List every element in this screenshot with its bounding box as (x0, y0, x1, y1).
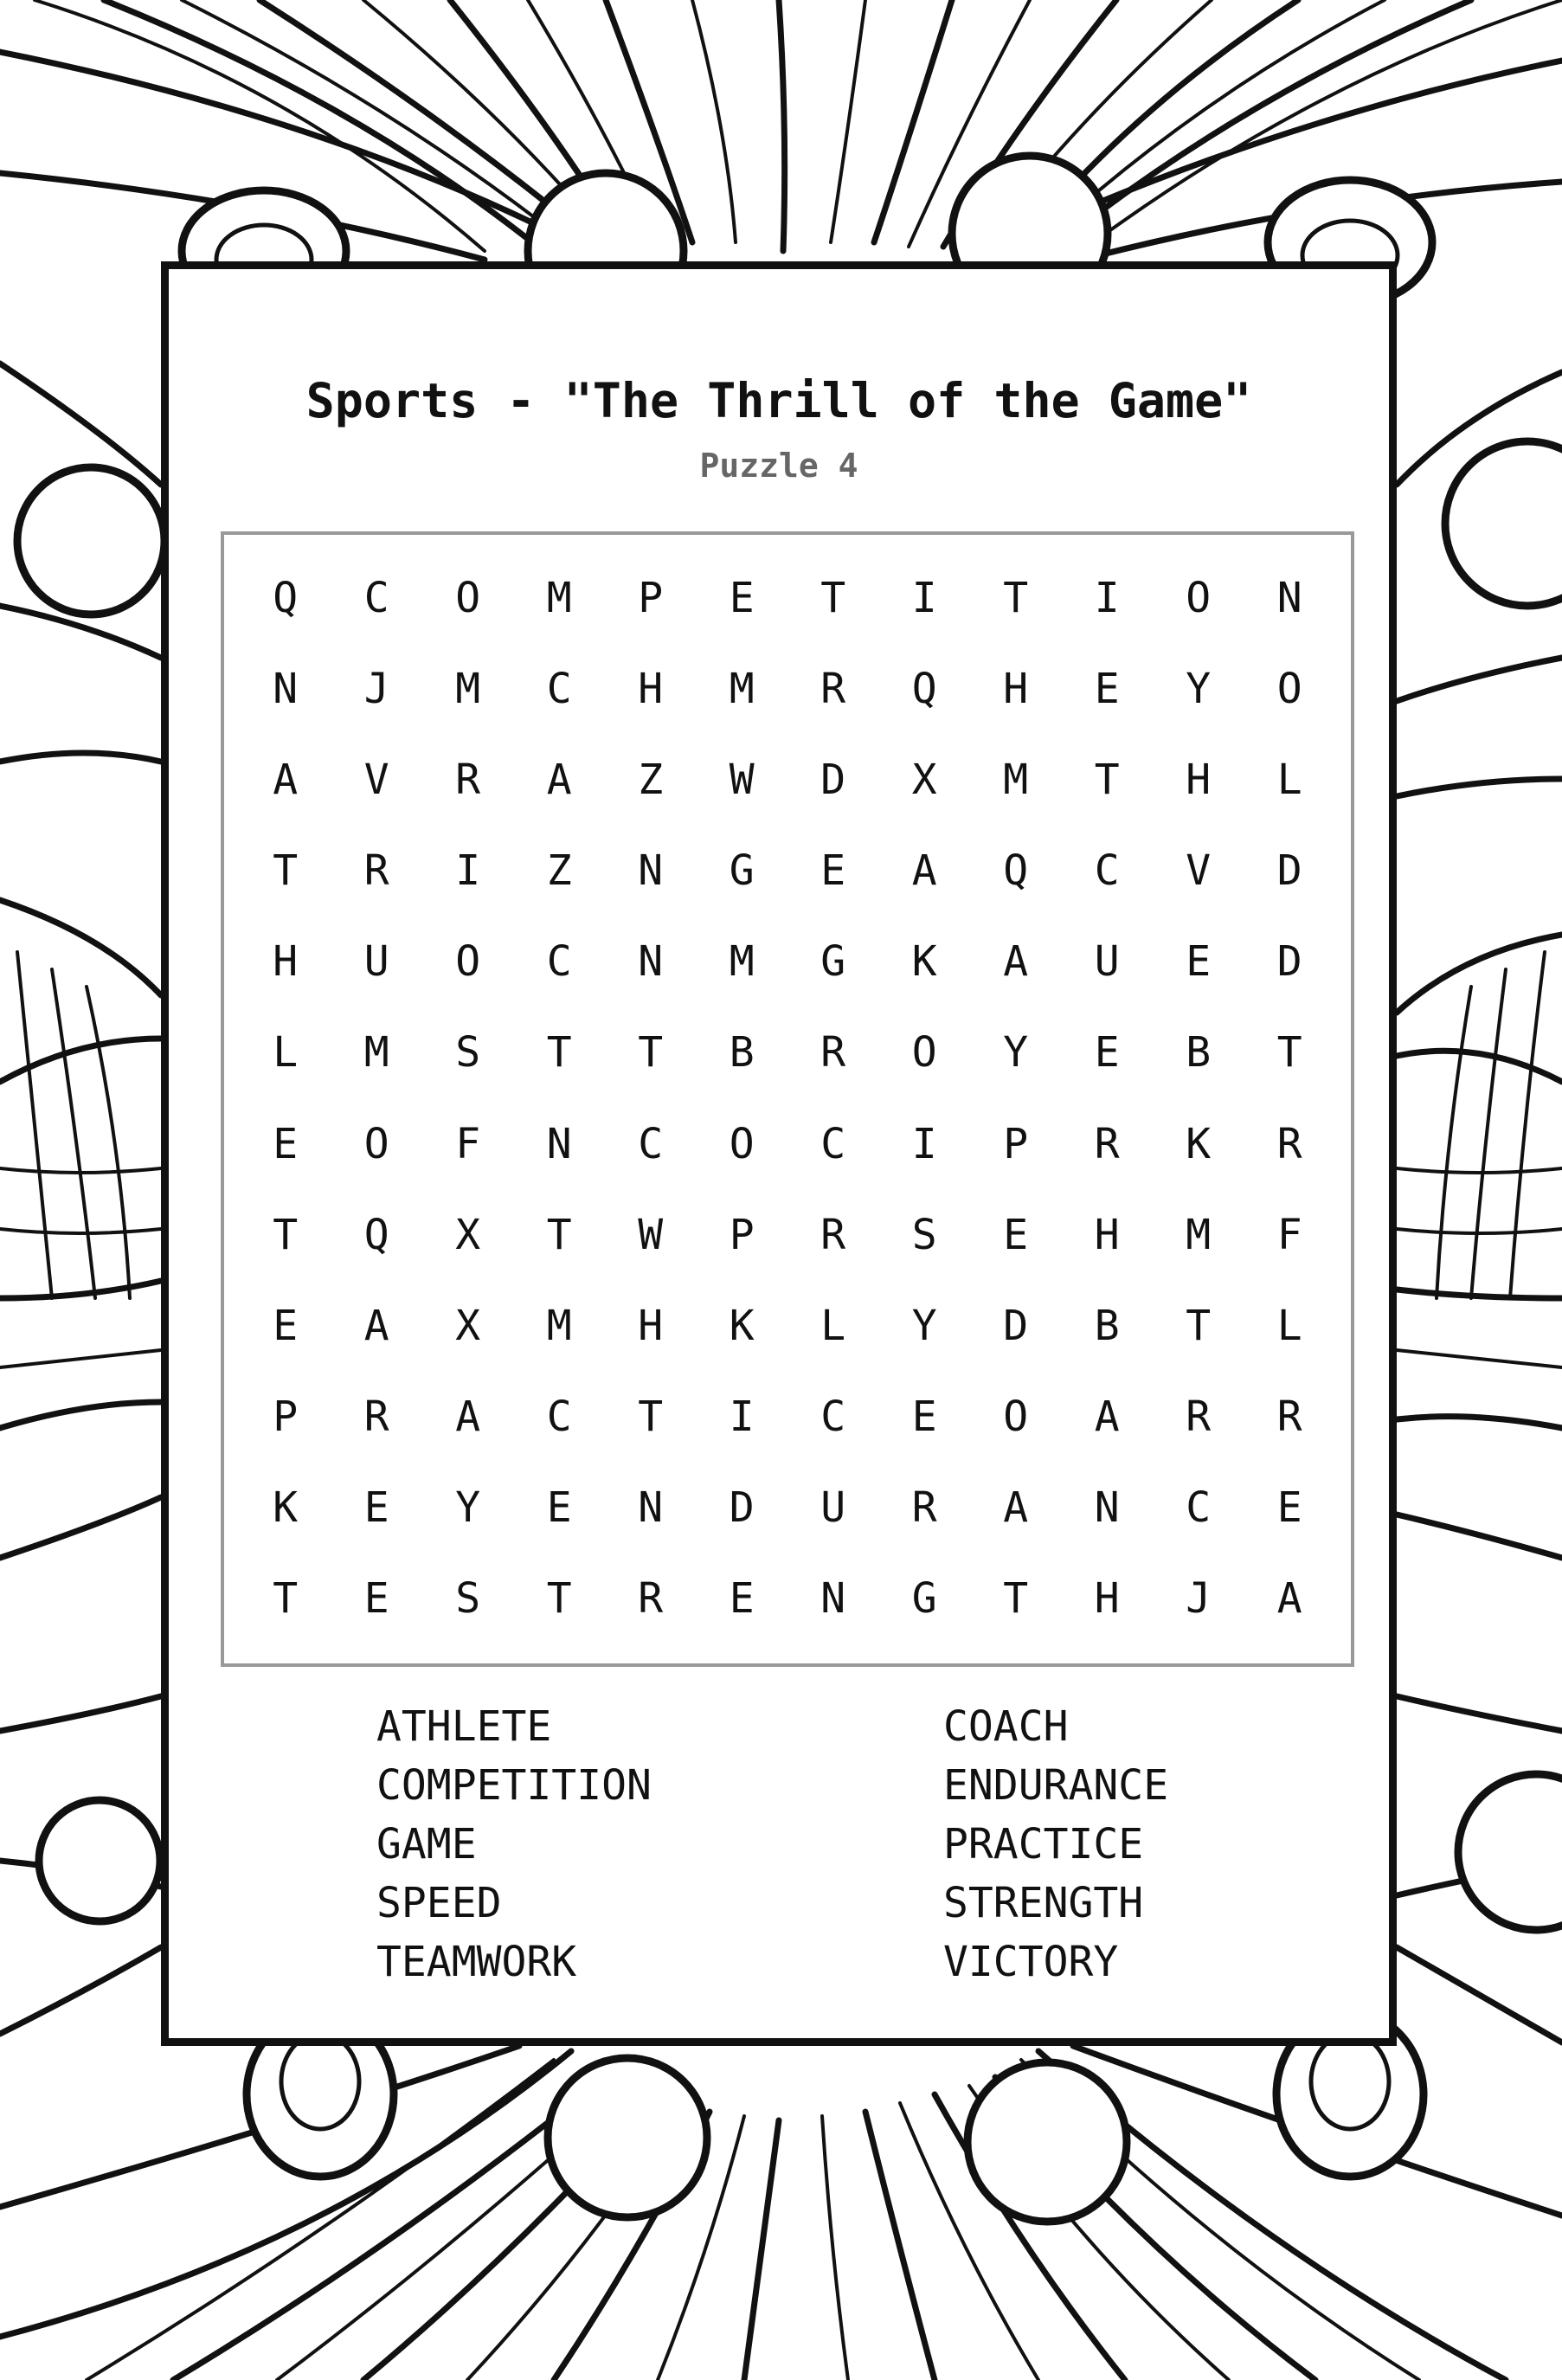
grid-cell[interactable]: Q (1003, 846, 1029, 896)
grid-cell[interactable]: E (546, 1483, 572, 1533)
grid-cell[interactable]: C (820, 1393, 846, 1442)
grid-cell[interactable]: A (455, 1393, 481, 1442)
puzzle-subtitle: Puzzle 4 (699, 447, 858, 485)
grid-cell[interactable]: D (1276, 937, 1302, 987)
grid-cell[interactable]: U (1094, 937, 1120, 987)
word-list-item: TEAMWORK (376, 1938, 577, 1986)
grid-cell[interactable]: I (911, 573, 937, 622)
grid-cell[interactable]: S (455, 1574, 481, 1624)
grid-cell[interactable]: A (1003, 1483, 1029, 1533)
grid-cell[interactable]: T (273, 846, 299, 896)
grid-cell[interactable]: Y (455, 1483, 481, 1533)
grid-cell[interactable]: H (638, 1301, 664, 1350)
puzzle-card (161, 261, 1397, 2046)
grid-cell[interactable]: S (455, 1028, 481, 1077)
grid-cell[interactable]: M (363, 1028, 389, 1077)
grid-cell[interactable]: N (638, 1483, 664, 1533)
grid-cell[interactable]: E (729, 1574, 755, 1624)
grid-cell[interactable]: O (729, 1119, 755, 1168)
grid-cell[interactable]: U (363, 937, 389, 987)
grid-cell[interactable]: V (363, 755, 389, 804)
grid-cell[interactable]: Y (1186, 664, 1212, 713)
grid-cell[interactable]: M (729, 664, 755, 713)
word-list-item: STRENGTH (943, 1879, 1144, 1927)
grid-cell[interactable]: M (546, 1301, 572, 1350)
grid-cell[interactable]: B (1186, 1028, 1212, 1077)
grid-cell[interactable]: C (1186, 1483, 1212, 1533)
grid-cell[interactable]: N (273, 664, 299, 713)
grid-cell[interactable]: R (363, 846, 389, 896)
grid-cell[interactable]: H (1186, 755, 1212, 804)
grid-cell[interactable]: C (363, 573, 389, 622)
grid-cell[interactable]: T (1186, 1301, 1212, 1350)
grid-cell[interactable]: P (273, 1393, 299, 1442)
grid-cell[interactable]: L (1276, 755, 1302, 804)
word-list-item: PRACTICE (943, 1820, 1144, 1869)
grid-cell[interactable]: N (638, 937, 664, 987)
grid-cell[interactable]: T (638, 1028, 664, 1077)
grid-cell[interactable]: R (455, 755, 481, 804)
grid-cell[interactable]: T (1003, 573, 1029, 622)
grid-cell[interactable]: C (1094, 846, 1120, 896)
grid-cell[interactable]: I (455, 846, 481, 896)
grid-cell[interactable]: P (1003, 1119, 1029, 1168)
grid-cell[interactable]: G (729, 846, 755, 896)
grid-cell[interactable]: M (455, 664, 481, 713)
grid-cell[interactable]: O (455, 937, 481, 987)
grid-cell[interactable]: H (1094, 1210, 1120, 1259)
grid-cell[interactable]: Q (911, 664, 937, 713)
grid-cell[interactable]: N (1094, 1483, 1120, 1533)
grid-cell[interactable]: A (911, 846, 937, 896)
word-list (376, 1697, 1207, 1991)
grid-cell[interactable]: C (546, 1393, 572, 1442)
grid-cell[interactable]: T (546, 1028, 572, 1077)
grid-cell[interactable]: T (546, 1574, 572, 1624)
grid-cell[interactable]: M (546, 573, 572, 622)
grid-cell[interactable]: K (273, 1483, 299, 1533)
grid-cell[interactable]: B (1094, 1301, 1120, 1350)
grid-cell[interactable]: R (1276, 1119, 1302, 1168)
grid-cell[interactable]: O (1186, 573, 1212, 622)
word-list-item: COMPETITION (376, 1761, 652, 1810)
grid-cell[interactable]: N (638, 846, 664, 896)
grid-cell[interactable]: D (729, 1483, 755, 1533)
grid-cell[interactable]: T (638, 1393, 664, 1442)
grid-cell[interactable]: E (820, 846, 846, 896)
grid-cell[interactable]: B (729, 1028, 755, 1077)
grid-cell[interactable]: E (1094, 664, 1120, 713)
grid-cell[interactable]: A (363, 1301, 389, 1350)
grid-cell[interactable]: I (729, 1393, 755, 1442)
grid-cell[interactable]: T (273, 1210, 299, 1259)
grid-cell[interactable]: A (1003, 937, 1029, 987)
grid-cell[interactable]: I (911, 1119, 937, 1168)
grid-cell[interactable]: T (273, 1574, 299, 1624)
grid-cell[interactable]: N (1276, 573, 1302, 622)
grid-cell[interactable]: A (1276, 1574, 1302, 1624)
grid-cell[interactable]: C (546, 937, 572, 987)
grid-cell[interactable]: R (363, 1393, 389, 1442)
word-list-item: ATHLETE (376, 1702, 552, 1751)
grid-cell[interactable]: O (1003, 1393, 1029, 1442)
grid-cell[interactable]: P (638, 573, 664, 622)
grid-cell[interactable]: T (546, 1210, 572, 1259)
grid-cell[interactable]: Y (911, 1301, 937, 1350)
grid-cell[interactable]: R (911, 1483, 937, 1533)
grid-cell[interactable]: T (1003, 1574, 1029, 1624)
grid-cell[interactable]: E (1276, 1483, 1302, 1533)
word-list-item: ENDURANCE (943, 1761, 1169, 1810)
grid-cell[interactable]: L (1276, 1301, 1302, 1350)
grid-cell[interactable]: T (1276, 1028, 1302, 1077)
grid-cell[interactable]: O (911, 1028, 937, 1077)
grid-cell[interactable]: U (820, 1483, 846, 1533)
grid-cell[interactable]: C (638, 1119, 664, 1168)
grid-cell[interactable]: E (729, 573, 755, 622)
grid-cell[interactable]: E (273, 1119, 299, 1168)
grid-cell[interactable]: A (273, 755, 299, 804)
grid-cell[interactable]: J (1186, 1574, 1212, 1624)
grid-cell[interactable]: W (638, 1210, 664, 1259)
grid-cell[interactable]: E (1094, 1028, 1120, 1077)
grid-cell[interactable]: O (363, 1119, 389, 1168)
grid-cell[interactable]: E (1186, 937, 1212, 987)
grid-cell[interactable]: Y (1003, 1028, 1029, 1077)
puzzle-title: Sports - "The Thrill of the Game" (305, 373, 1252, 428)
grid-cell[interactable]: R (820, 1210, 846, 1259)
grid-cell[interactable]: G (911, 1574, 937, 1624)
grid-cell[interactable]: F (455, 1119, 481, 1168)
grid-cell[interactable]: S (911, 1210, 937, 1259)
grid-cell[interactable]: T (820, 573, 846, 622)
grid-cell[interactable]: C (546, 664, 572, 713)
letter-grid (221, 531, 1354, 1667)
grid-cell[interactable]: K (1186, 1119, 1212, 1168)
grid-cell[interactable]: R (1276, 1393, 1302, 1442)
grid-cell[interactable]: O (455, 573, 481, 622)
grid-cell[interactable]: V (1186, 846, 1212, 896)
grid-cell[interactable]: R (638, 1574, 664, 1624)
grid-cell[interactable]: R (820, 664, 846, 713)
grid-cell[interactable]: Q (273, 573, 299, 622)
grid-cell[interactable]: T (1094, 755, 1120, 804)
grid-cell[interactable]: D (820, 755, 846, 804)
grid-cell[interactable]: J (363, 664, 389, 713)
grid-cell[interactable]: C (820, 1119, 846, 1168)
grid-cell[interactable]: K (729, 1301, 755, 1350)
grid-cell[interactable]: R (1094, 1119, 1120, 1168)
grid-cell[interactable]: E (1003, 1210, 1029, 1259)
word-list-item: COACH (943, 1702, 1069, 1751)
grid-cell[interactable]: N (546, 1119, 572, 1168)
grid-cell[interactable]: N (820, 1574, 846, 1624)
grid-cell[interactable]: L (273, 1028, 299, 1077)
grid-cell[interactable]: Q (363, 1210, 389, 1259)
grid-cell[interactable]: F (1276, 1210, 1302, 1259)
grid-cell[interactable]: M (729, 937, 755, 987)
grid-cell[interactable]: Z (546, 846, 572, 896)
grid-cell[interactable]: H (273, 937, 299, 987)
grid-cell[interactable]: A (546, 755, 572, 804)
grid-cell[interactable]: G (820, 937, 846, 987)
grid-cell[interactable]: W (729, 755, 755, 804)
word-list-item: GAME (376, 1820, 477, 1869)
grid-cell[interactable]: E (363, 1483, 389, 1533)
grid-cell[interactable]: X (455, 1301, 481, 1350)
grid-cell[interactable]: E (911, 1393, 937, 1442)
grid-cell[interactable]: M (1003, 755, 1029, 804)
grid-cell[interactable]: H (1003, 664, 1029, 713)
grid-cell[interactable]: O (1276, 664, 1302, 713)
word-list-item: SPEED (376, 1879, 502, 1927)
grid-cell[interactable]: M (1186, 1210, 1212, 1259)
grid-cell[interactable]: I (1094, 573, 1120, 622)
word-list-item: VICTORY (943, 1938, 1119, 1986)
grid-cell[interactable]: P (729, 1210, 755, 1259)
grid-cell[interactable]: E (273, 1301, 299, 1350)
grid-cell[interactable]: H (638, 664, 664, 713)
grid-cell[interactable]: X (455, 1210, 481, 1259)
grid-cell[interactable]: A (1094, 1393, 1120, 1442)
grid-cell[interactable]: D (1003, 1301, 1029, 1350)
grid-cell[interactable]: L (820, 1301, 846, 1350)
grid-cell[interactable]: Z (638, 755, 664, 804)
grid-cell[interactable]: E (363, 1574, 389, 1624)
grid-cell[interactable]: R (820, 1028, 846, 1077)
grid-cell[interactable]: X (911, 755, 937, 804)
grid-cell[interactable]: D (1276, 846, 1302, 896)
grid-cell[interactable]: R (1186, 1393, 1212, 1442)
grid-cell[interactable]: K (911, 937, 937, 987)
grid-cell[interactable]: H (1094, 1574, 1120, 1624)
